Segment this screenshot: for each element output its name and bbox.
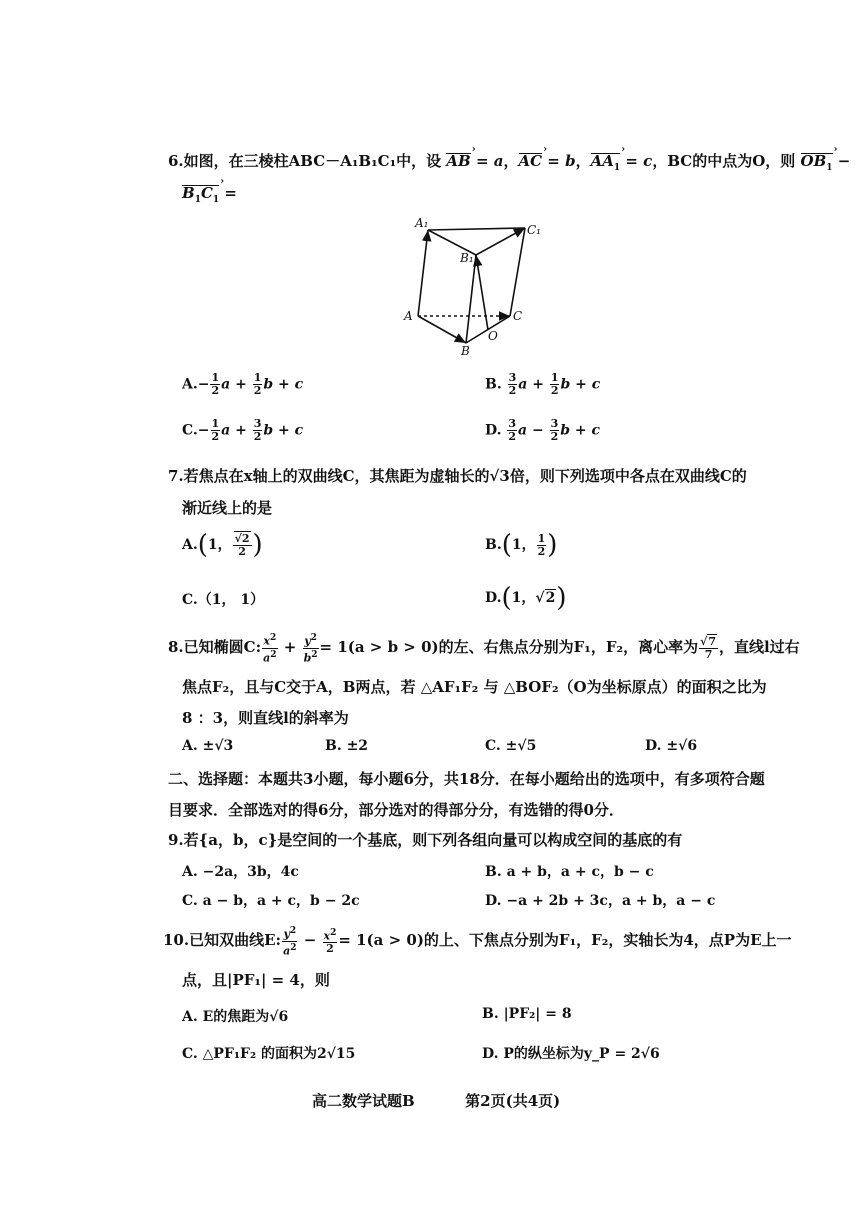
edge-A1C1: [428, 228, 525, 230]
q8-option-d: D. ±√6: [645, 738, 698, 754]
q6-stem: 6.如图，在三棱柱ABC－A₁B₁C₁中，设 AB › = a，AC › = b，$AA_1$ › = c，BC的中点为O，则 $OB_1$ › −: [168, 150, 850, 175]
q7-stem-line1: 7.若焦点在x轴上的双曲线C，其焦距为虚轴长的√3倍，则下列选项中各点在双曲线C的: [168, 467, 747, 485]
q8-stem-line3: 8 ：3，则直线l的斜率为: [182, 709, 349, 727]
q9-option-b: B. a + b，a + c，b − c: [485, 864, 654, 880]
q10-option-d: D. P的纵坐标为y_P = 2√6: [482, 1046, 660, 1062]
q8-option-a: A. ±√3: [182, 738, 234, 754]
vector-OB1: [476, 255, 488, 330]
q9-option-d: D. −a + 2b + 3c，a + b，a − c: [485, 893, 716, 909]
q8-stem-line1: 8.已知椭圆C: $\frac{x^2}{a^2}$ + $\frac{y^2}{b^2}$ = 1(a > b > 0)的左、右焦点分别为F₁，F₂，离心率为 $\frac{√7}{7}$ ，直线l过右: [168, 633, 800, 665]
q6-option-c: C.− $\frac{1}{2}$ a + $\frac{3}{2}$ b + c: [182, 417, 304, 443]
exam-title: 高二数学试题B: [312, 1092, 415, 1110]
q6-stem-cont: $B_1C_1$ › =: [182, 184, 237, 207]
edge-AA1: [418, 230, 428, 316]
q6-option-a: A.− $\frac{1}{2}$ a + $\frac{1}{2}$ b + c: [182, 371, 304, 397]
edge-CC1: [510, 228, 525, 316]
label-O: O: [488, 329, 498, 343]
page-number: 第2页(共4页): [465, 1092, 561, 1110]
q7-option-c: C.（1， 1）: [182, 592, 265, 608]
label-C: C: [513, 309, 523, 323]
q7-option-d: D.(1，√2): [485, 583, 567, 613]
label-A: A: [404, 309, 413, 323]
q9-option-c: C. a − b，a + c，b − 2c: [182, 893, 360, 909]
q8-option-b: B. ±2: [325, 738, 369, 754]
q6-option-b: B. $\frac{3}{2}$ a + $\frac{1}{2}$ b + c: [485, 371, 601, 397]
q8-stem-line2: 焦点F₂，且与C交于A，B两点，若 △AF₁F₂ 与 △BOF₂（O为坐标原点）的面积之比为: [182, 678, 767, 696]
prism-figure: [400, 210, 545, 358]
page-footer: [312, 1090, 560, 1111]
q9-stem: 9.若{a，b，c}是空间的一个基底，则下列各组向量可以构成空间的基底的有: [168, 831, 683, 849]
q8-option-c: C. ±√5: [485, 738, 537, 754]
label-A1: A₁: [415, 216, 429, 230]
q6-option-d: D. $\frac{3}{2}$ a − $\frac{3}{2}$ b + c: [485, 417, 601, 443]
q7-option-a: A.(1， $\frac{√2}{2}$ ): [182, 530, 263, 560]
q7-stem-line2: 渐近线上的是: [182, 499, 273, 517]
q10-option-a: A. E的焦距为√6: [182, 1009, 289, 1025]
section2-instructions-line1: 二、选择题：本题共3小题，每小题6分，共18分．在每小题给出的选项中，有多项符合题: [168, 770, 765, 788]
q10-option-c: C. △PF₁F₂ 的面积为2√15: [182, 1046, 356, 1062]
q10-option-b: B. |PF₂| = 8: [482, 1006, 572, 1022]
label-C1: C₁: [527, 223, 541, 237]
q10-stem-line2: 点，且|PF₁| = 4，则: [182, 971, 330, 989]
q10-stem-line1: 10.已知双曲线E: $\frac{y^2}{a^2}$ − $\frac{x^2}{2}$ = 1(a > 0)的上、下焦点分别为F₁，F₂，实轴长为4，点P为E上一: [163, 926, 792, 958]
label-B: B: [461, 344, 470, 358]
edge-BB1: [466, 255, 476, 343]
label-B1: B₁: [460, 251, 474, 265]
edge-B1C1: [476, 228, 525, 255]
section2-instructions-line2: 目要求．全部选对的得6分，部分选对的得部分分，有选错的得0分．: [168, 801, 624, 819]
q9-option-a: A. −2a，3b，4c: [182, 864, 299, 880]
edge-AB: [418, 316, 466, 343]
q7-option-b: B.(1， $\frac{1}{2}$ ): [485, 530, 558, 560]
